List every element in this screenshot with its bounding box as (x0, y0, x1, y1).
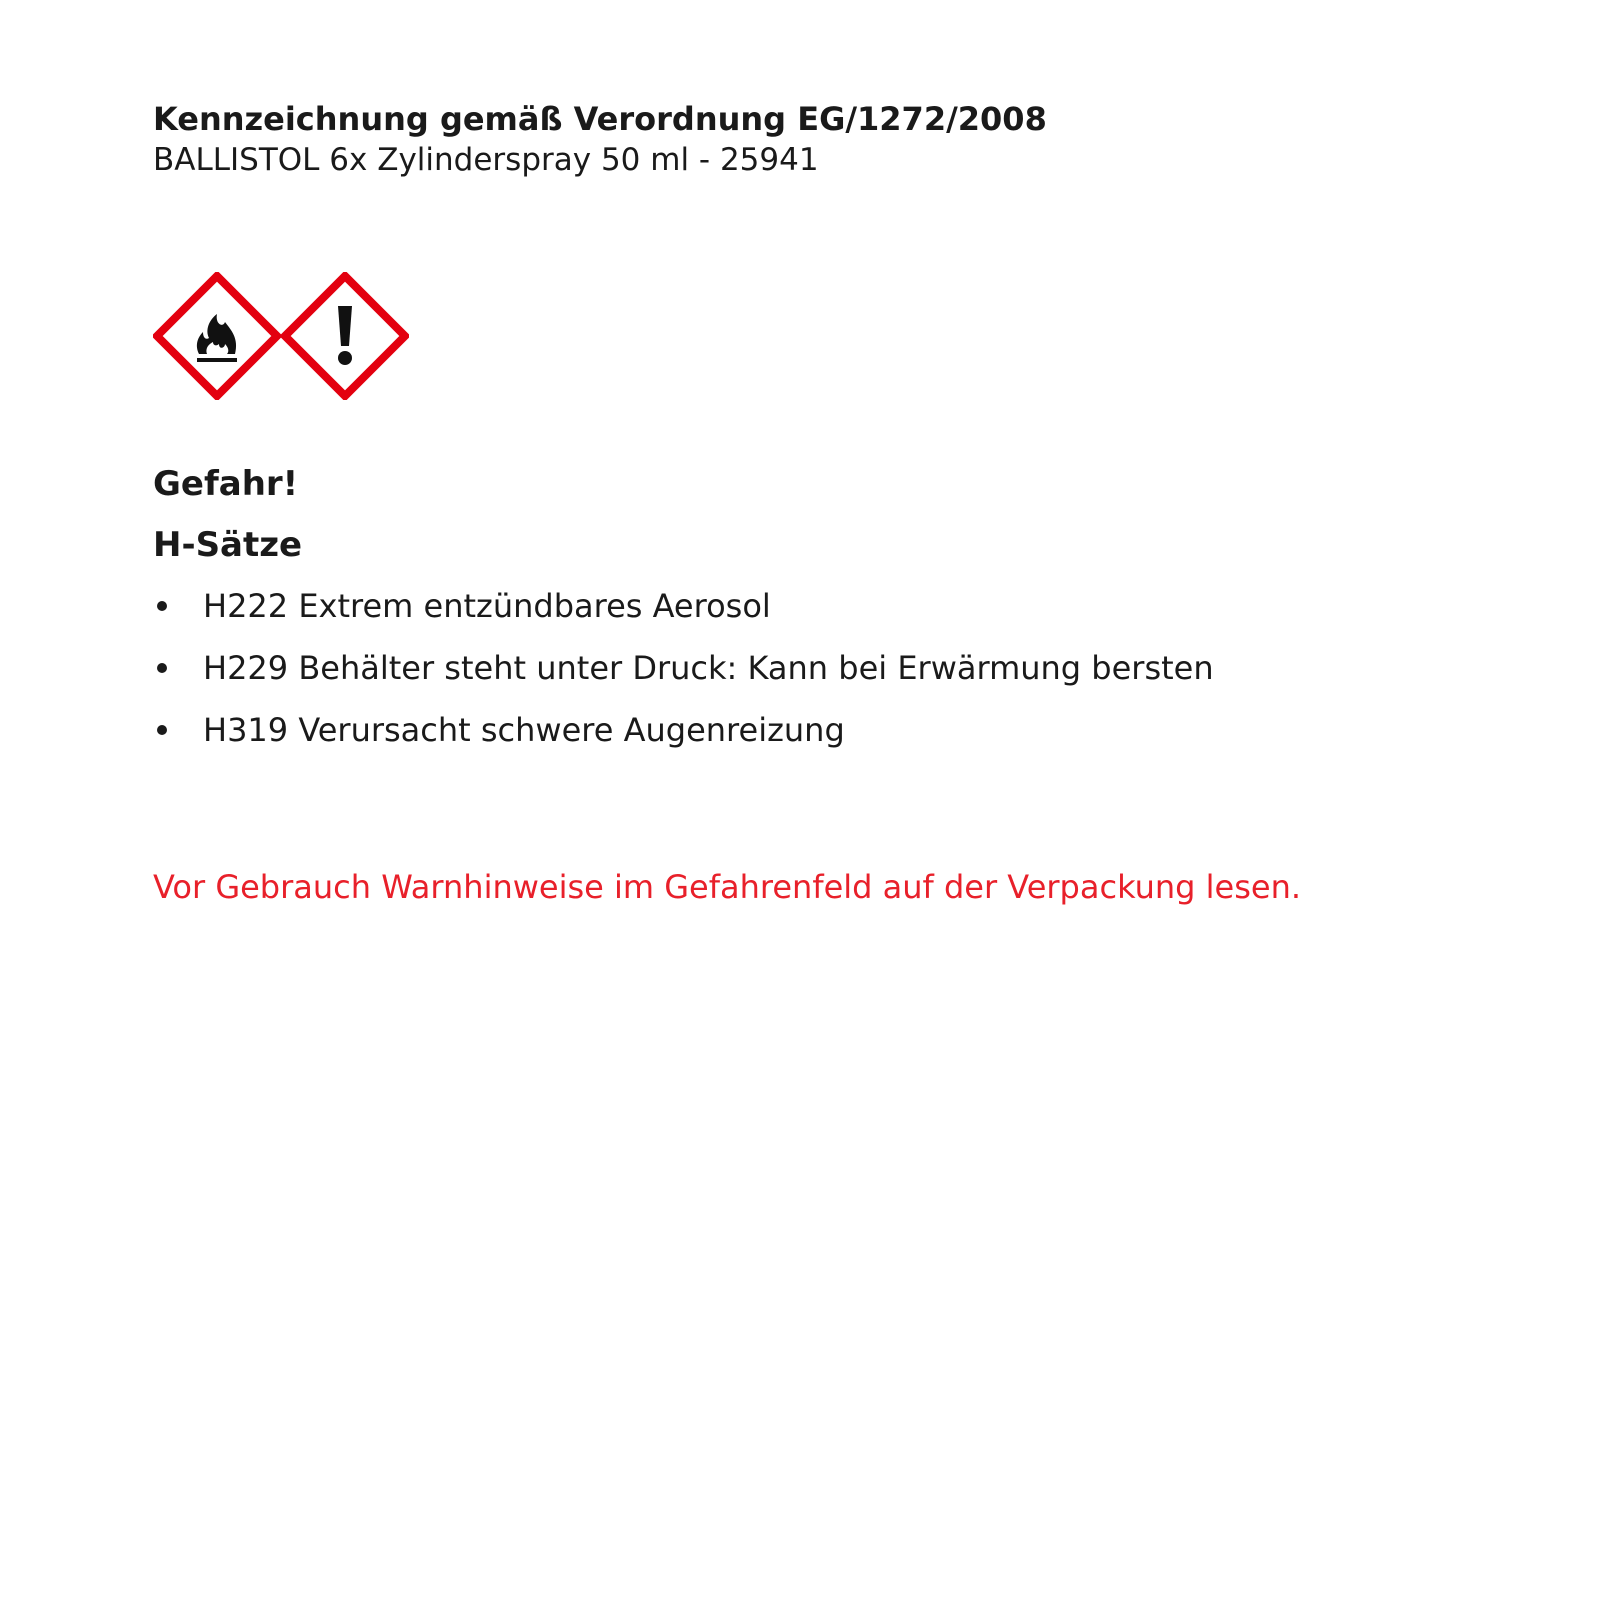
list-item (153, 575, 1214, 637)
bullet-icon (157, 601, 167, 611)
pictogram-row (153, 272, 409, 400)
signal-word: Gefahr! (153, 464, 299, 504)
h-statement-text: H319 Verursacht schwere Augenreizung (203, 711, 845, 749)
document-title: Kennzeichnung gemäß Verordnung EG/1272/2008 (153, 100, 1047, 138)
h-statements-heading: H-Sätze (153, 525, 303, 565)
ghs02-flame-icon (157, 276, 277, 396)
product-name: BALLISTOL 6x Zylinderspray 50 ml - 25941 (153, 142, 819, 178)
h-statements-list (153, 575, 1214, 761)
ghs-pictograms (153, 272, 409, 400)
list-item (153, 637, 1214, 699)
hazard-label-document (153, 98, 1453, 906)
list-item (153, 699, 1214, 761)
h-statement-text: H222 Extrem entzündbares Aerosol (203, 587, 771, 625)
h-statement-text: H229 Behälter steht unter Druck: Kann bei Erwärmung bersten (203, 649, 1214, 687)
bullet-icon (157, 725, 167, 735)
ghs07-exclamation-icon (285, 276, 405, 396)
bullet-icon (157, 663, 167, 673)
warning-note: Vor Gebrauch Warnhinweise im Gefahrenfeld auf der Verpackung lesen. (153, 868, 1302, 906)
